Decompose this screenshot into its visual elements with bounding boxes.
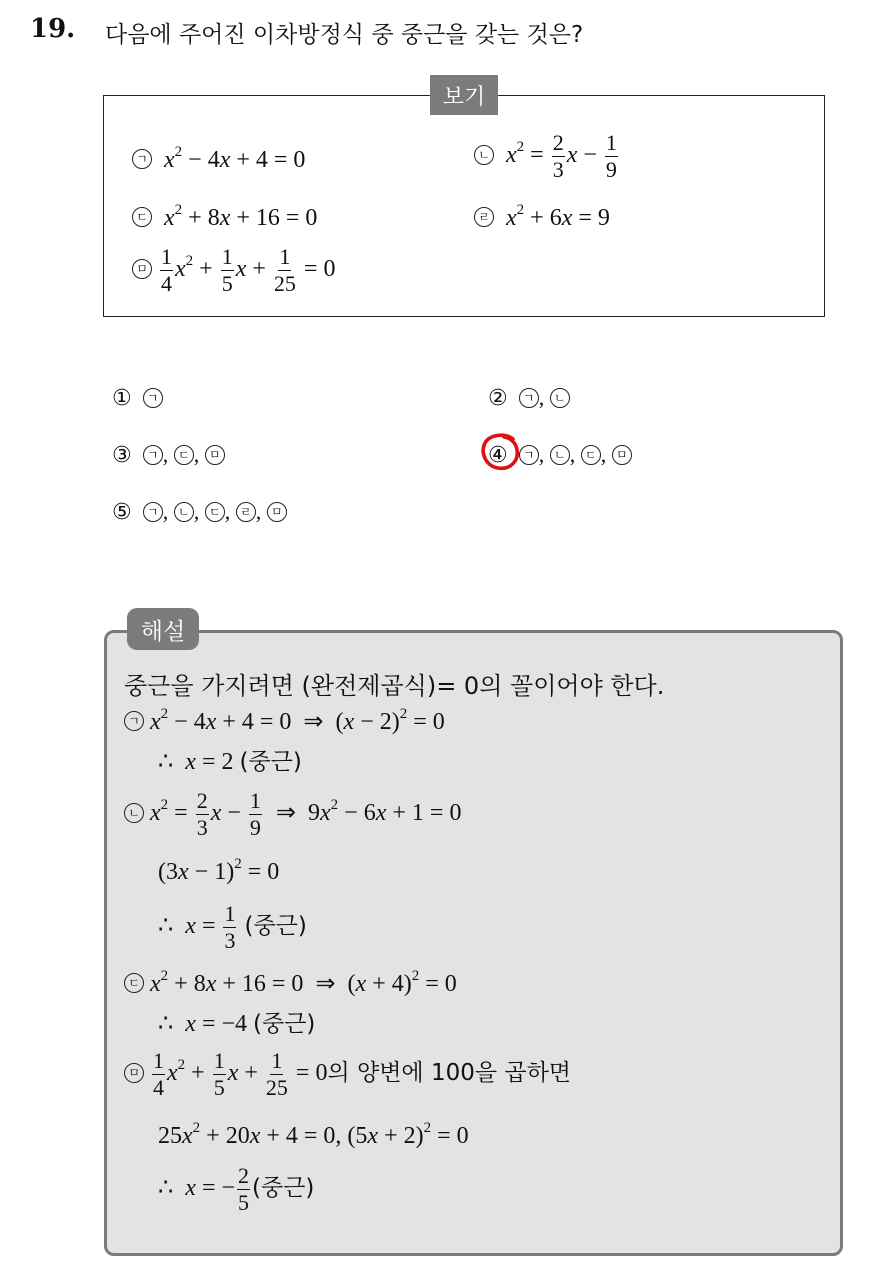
red-circle-mark-icon [480,431,522,473]
solution-intro: 중근을 가지려면 (완전제곱식)= 0의 꼴이어야 한다. [124,672,665,700]
bogi-item-1: ㄱ $x^2 - 4x + 4 = 0$ [132,148,305,172]
question-number: 19. [30,14,76,44]
mark-nieun: ㄴ [474,145,494,165]
mark-giyeok: ㄱ [132,149,152,169]
solution-line-5: ∴ x = $\frac{1}{3}$ (중근) [158,901,307,953]
solution-line-7: ∴ x = −4 (중근) [158,1011,316,1037]
choice-1[interactable]: ① ㄱ [112,385,163,411]
bogi-item-2: ㄴ $x^2$ = $\frac{2}{3}$ x − $\frac{1}{9}$ [474,132,620,181]
solution-line-10: ∴ x = − $\frac{2}{5}$ (중근) [158,1163,315,1215]
choice-2[interactable]: ② ㄱ , ㄴ [488,385,570,411]
bogi-item-4: ㄹ $x^2 + 6x = 9$ [474,206,610,230]
solution-line-8: ㅁ $\frac{1}{4}$ $x^2$ + $\frac{1}{5}$ x + $\frac{1}{25}$ = 0의 양변에 100을 곱하면 [124,1050,571,1099]
mark-digeut: ㄷ [132,207,152,227]
solution-line-3: ㄴ $x^2$ = $\frac{2}{3}$ x − $\frac{1}{9}$ ⇒ $9x^2 - 6x + 1 = 0$ [124,790,461,839]
solution-line-9: $25x^2 + 20x + 4 = 0$, $(5x + 2)^2 = 0$ [158,1120,469,1149]
bogi-item-3: ㄷ $x^2 + 8x + 16 = 0$ [132,206,317,230]
choice-3[interactable]: ③ ㄱ , ㄷ , ㅁ [112,442,225,468]
bogi-item-5: ㅁ $\frac{1}{4}$ $x^2$ + $\frac{1}{5}$ x + $\frac{1}{25}$ = 0 [132,246,335,295]
mark-rieul: ㄹ [474,207,494,227]
mark-mieum: ㅁ [132,259,152,279]
question-text: 다음에 주어진 이차방정식 중 중근을 갖는 것은? [105,22,584,48]
solution-line-2: ∴ x = 2 (중근) [158,749,302,775]
bogi-label: 보기 [430,75,498,115]
choice-5[interactable]: ⑤ ㄱ , ㄴ , ㄷ , ㄹ , ㅁ [112,499,287,525]
solution-line-1: ㄱ $x^2 - 4x + 4 = 0$ ⇒ $(x - 2)^2 = 0$ [124,710,445,734]
solution-line-6: ㄷ $x^2 + 8x + 16 = 0$ ⇒ $(x + 4)^2 = 0$ [124,972,457,996]
solution-line-4: $(3x - 1)^2 = 0$ [158,856,280,885]
solution-label: 해설 [127,608,199,650]
choice-4[interactable]: ④ ㄱ , ㄴ , ㄷ , ㅁ [488,442,632,468]
